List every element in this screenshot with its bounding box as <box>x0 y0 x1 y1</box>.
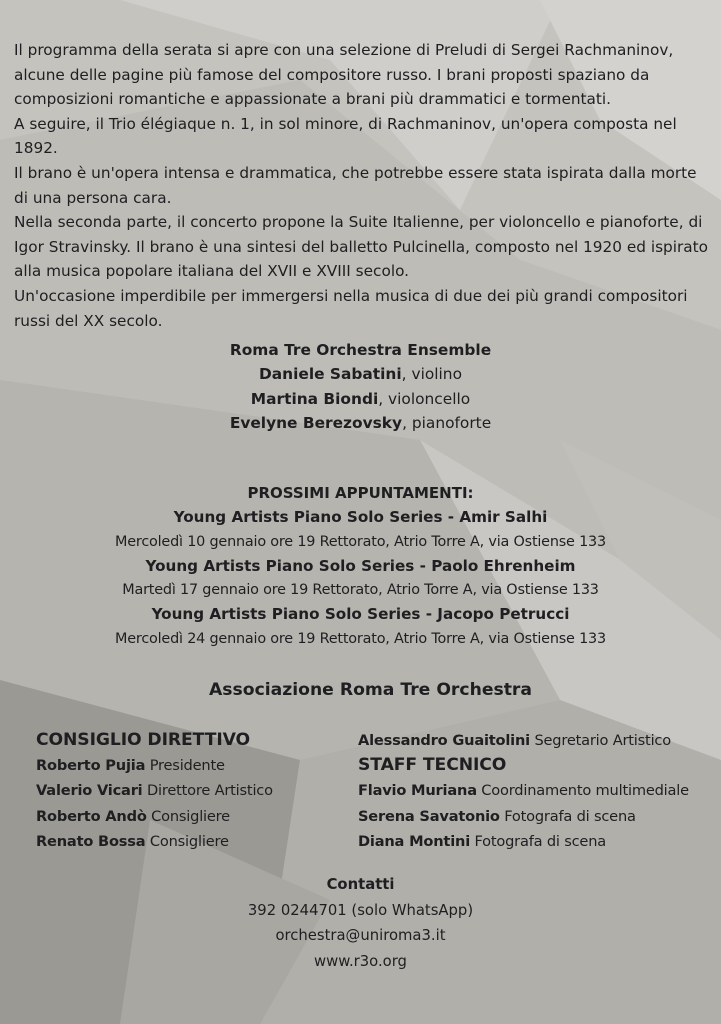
board-member: Valerio Vicari Direttore Artistico <box>36 782 273 800</box>
ensemble-member: Daniele Sabatini, violino <box>259 365 462 384</box>
intro-paragraph: Il programma della serata si apre con una selezione di Preludi di Sergei Rachmaninov, alcune delle pagine più famose del compositore russo. I brani proposti spaziano da composizioni romantiche e appassionate a brani più drammatici e tormentati. <box>14 41 674 109</box>
contacts-section <box>0 872 721 974</box>
staff-member: Serena Savatonio Fotografa di scena <box>358 807 636 825</box>
board-title: CONSIGLIO DIRETTIVO <box>36 730 251 750</box>
board-member: Renato Bossa Consigliere <box>36 832 229 850</box>
artistic-secretary: Alessandro Guaitolini Segretario Artistico <box>358 732 671 749</box>
intro-paragraph: Nella seconda parte, il concerto propone la Suite Italienne, per violoncello e pianoforte, di Igor Stravinsky. Il brano è una sintesi del balletto Pulcinella, composto nel 1920 ed ispirato alla musica popolare italiana del XVII e XVIII secolo. <box>14 213 709 281</box>
event-series: Young Artists Piano Solo Series - Jacopo Petrucci <box>151 605 570 624</box>
ensemble-title: Roma Tre Orchestra Ensemble <box>229 341 492 359</box>
contacts-title: Contatti <box>326 876 395 893</box>
board-member: Roberto Pujia Presidente <box>36 757 225 775</box>
intro-paragraph: A seguire, il Trio élégiaque n. 1, in sol minore, di Rachmaninov, un'opera composta nel 1892. <box>14 114 677 158</box>
staff-member: Flavio Muriana Coordinamento multimediale <box>358 782 689 800</box>
intro-paragraph: Un'occasione imperdibile per immergersi nella musica di due dei più grandi compositori russi del XX secolo. <box>14 286 688 330</box>
contact-phone[interactable]: 392 0244701 (solo WhatsApp) <box>247 901 474 919</box>
ensemble-member: Martina Biondi, violoncello <box>250 389 471 408</box>
event-details: Mercoledì 24 gennaio ore 19 Rettorato, Atrio Torre A, via Ostiense 133 <box>115 630 606 647</box>
events-heading: PROSSIMI APPUNTAMENTI: <box>247 484 474 502</box>
association-title: Associazione Roma Tre Orchestra <box>209 680 533 700</box>
intro-paragraph: Il brano è un'opera intensa e drammatica, che potrebbe essere stata ispirata dalla morte di una persona cara. <box>14 163 697 207</box>
event-details: Martedì 17 gennaio ore 19 Rettorato, Atrio Torre A, via Ostiense 133 <box>122 582 599 599</box>
board-member: Roberto Andò Consigliere <box>36 807 230 825</box>
ensemble-member: Evelyne Berezovsky, pianoforte <box>229 414 492 433</box>
upcoming-events-section <box>0 481 721 651</box>
contact-email[interactable]: orchestra@uniroma3.it <box>275 927 446 945</box>
event-series: Young Artists Piano Solo Series - Amir Salhi <box>173 508 548 527</box>
staff-member: Diana Montini Fotografa di scena <box>358 832 606 850</box>
event-series: Young Artists Piano Solo Series - Paolo Ehrenheim <box>145 556 576 575</box>
intro-text <box>14 38 714 333</box>
staff-title: STAFF TECNICO <box>358 755 507 776</box>
event-details: Mercoledì 10 gennaio ore 19 Rettorato, Atrio Torre A, via Ostiense 133 <box>115 533 606 550</box>
staff-column <box>358 728 689 854</box>
board-column <box>36 728 273 854</box>
contact-website[interactable]: www.r3o.org <box>314 952 407 970</box>
ensemble-section <box>0 338 721 436</box>
